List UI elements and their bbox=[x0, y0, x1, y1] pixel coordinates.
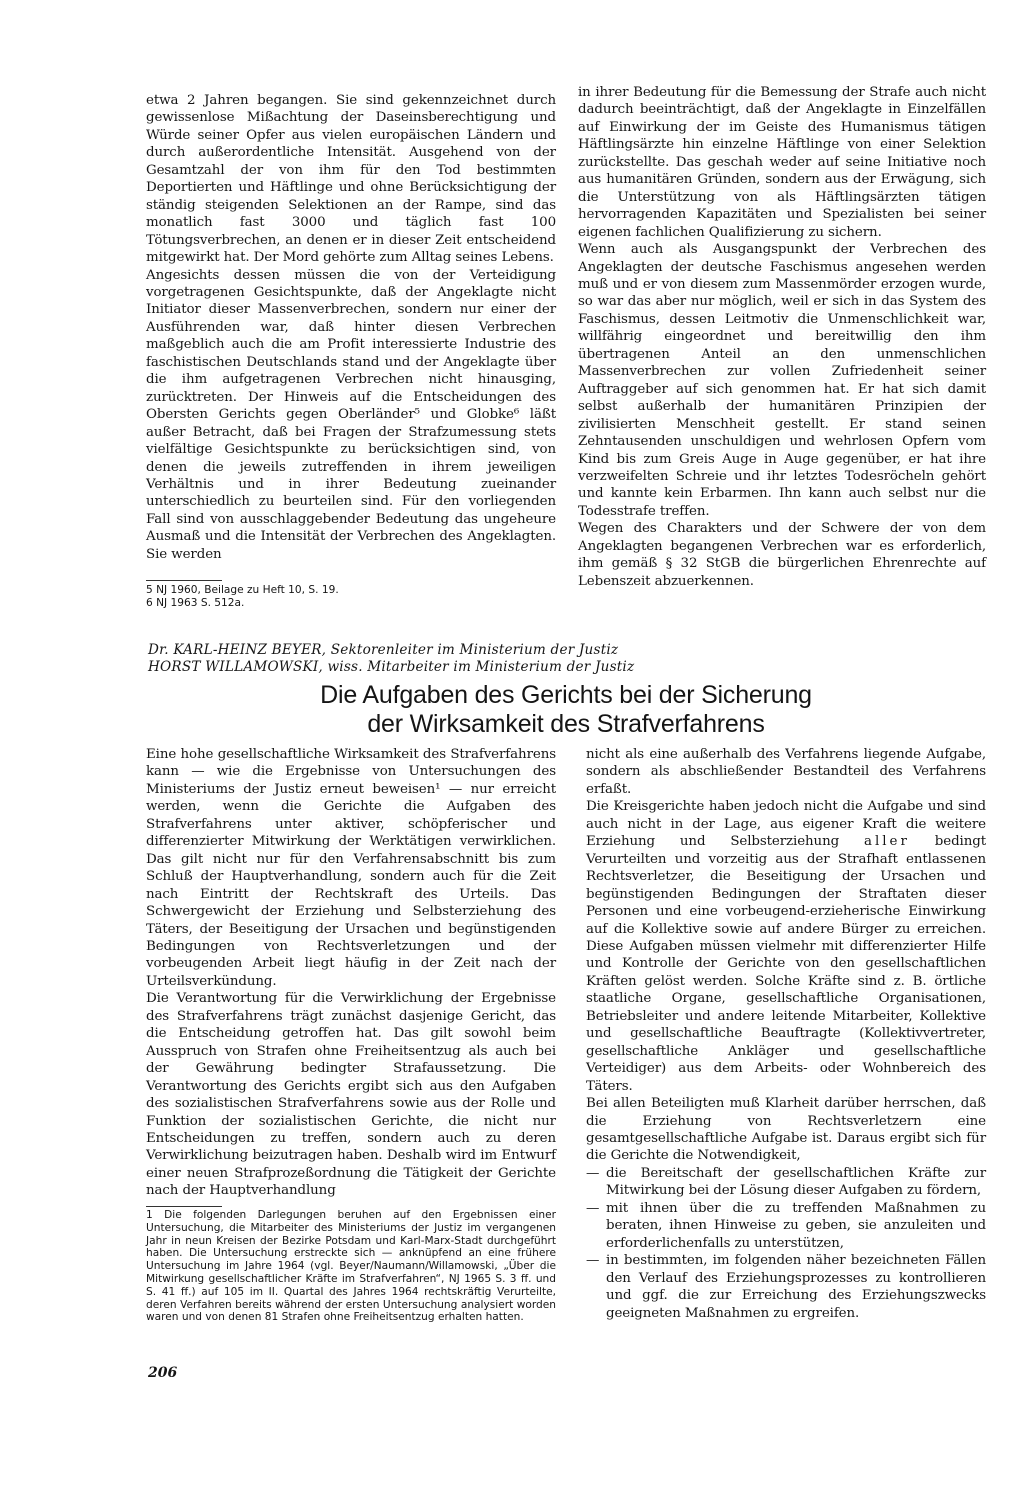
article-title-line-2: der Wirksamkeit des Strafverfahrens bbox=[367, 710, 765, 738]
paragraph: etwa 2 Jahren begangen. Sie sind gekennzeichnet durch gewissenlose Mißachtung der Daseinsberechtigung und Würde seiner Opfer aus vielen europäischen Ländern und durch außerordentliche Intensität. Ausgehend von der Gesamtzahl der von ihm für den Tod bestimmten Deportierten und Häftlinge und ohne Berücksichtigung der ständig steigenden Selektionen an der Rampe, sind das monatlich fast 3000 und täglich fast 100 Tötungsverbrechen, an denen er in dieser Zeit entscheidend mitgewirkt hat. Der Mord gehörte zum Alltag seines Lebens. bbox=[146, 93, 556, 266]
emphasis-spaced-text: aller bbox=[863, 834, 910, 850]
bottom-right-column bbox=[586, 746, 986, 1322]
footnote-rule bbox=[146, 1206, 222, 1207]
author-byline-2: HORST WILLAMOWSKI, wiss. Mitarbeiter im Ministerium der Justiz bbox=[148, 659, 635, 675]
list-item-text: mit ihnen über die zu treffenden Maßnahmen zu beraten, ihnen Hinweise zu geben, sie anzuleiten und erforderlichenfalls zu unterstützen, bbox=[606, 1200, 986, 1251]
dash-bullet: — bbox=[586, 1253, 600, 1269]
footnote-5: 5 NJ 1960, Beilage zu Heft 10, S. 19. bbox=[146, 584, 339, 596]
dash-bullet: — bbox=[586, 1165, 600, 1181]
list-item-text: die Bereitschaft der gesellschaftlichen Kräfte zur Mitwirkung bei der Lösung dieser Aufgaben zu fördern, bbox=[606, 1165, 986, 1199]
paragraph: Eine hohe gesellschaftliche Wirksamkeit des Strafverfahrens kann — wie die Ergebnisse von Untersuchungen des Ministeriums der Justiz erneut beweisen¹ — nur erreicht werden, wenn die Gerichte die Aufgaben des Strafverfahrens unter aktiver, schöpferischer und differenzierter Mitwirkung der Werktätigen verwirklichen. Das gilt nicht nur für den Verfahrensabschnitt bis zum Schluß der Hauptverhandlung, sondern auch für die Zeit nach Eintritt der Rechtskraft des Urteils. Das Schwergewicht der Erziehung und Selbsterziehung des Täters, der Beseitigung der Ursachen und begünstigenden Bedingungen von Rechtsverletzungen und der vorbeugenden Arbeit liegt häufig in der Zeit nach der Urteilsverkündung. bbox=[146, 747, 556, 989]
paragraph: Die Verantwortung für die Verwirklichung der Ergebnisse des Strafverfahrens trägt zunächst dasjenige Gericht, das die Entscheidung getroffen hat. Das gilt sowohl beim Ausspruch von Strafen ohne Freiheitsentzug als auch bei der Gewährung bedingter Strafaussetzung. Die Verantwortung des Gerichts ergibt sich aus den Aufgaben des sozialistischen Strafverfahrens sowie aus der Rolle und Funktion der sozialistischen Gerichte, die nicht nur Entscheidungen zu treffen, sondern auch zu deren Verwirklichung beizutragen haben. Deshalb wird im Entwurf einer neuen Strafprozeßordnung die Tätigkeit der Gerichte nach der Hauptverhandlung bbox=[146, 991, 556, 1199]
paragraph: Angesichts dessen müssen die von der Verteidigung vorgetragenen Gesichtspunkte, daß der Angeklagte nicht Initiator dieser Massenverbrechen, sondern nur einer der Ausführenden war, daß hinter diesen Verbrechen maßgeblich auch die am Profit interessierte Industrie des faschistischen Deutschlands stand und der Angeklagte über die ihm aufgetragenen Verbrechen nicht hinausging, zurücktreten. Der Hinweis auf die Entscheidungen des Obersten Gerichts gegen Oberländer⁵ und Globke⁶ läßt außer Betracht, daß bei Fragen der Strafzumessung stets vielfältige Gesichtspunkte zu berücksichtigen sind, von denen die jeweils zutreffenden in ihrem jeweiligen Verhältnis und in ihrer Bedeutung zueinander unterschiedlich zu beurteilen sind. Für den vorliegenden Fall sind von ausschlaggebender Bedeutung das ungeheure Ausmaß und die Intensität der Verbrechen des Angeklagten. Sie werden bbox=[146, 267, 556, 562]
paragraph: Bei allen Beteiligten muß Klarheit darüber herrschen, daß die Erziehung von Rechtsverletzern eine gesamtgesellschaftliche Aufgabe ist. Daraus ergibt sich für die Gerichte die Notwendigkeit, bbox=[586, 1096, 986, 1164]
paragraph-part: bedingt Verurteilten und vorzeitig aus der Strafhaft entlassenen Rechtsverletzer, die Beseitigung der Ursachen und begünstigenden Bedingungen der Straftaten dieser Personen und eine vorbeugend-erzieherische Einwirkung auf die Kollektive sowie auf andere Bürger zu erreichen. Diese Aufgaben müssen vielmehr mit differenzierter Hilfe und Kontrolle der Gerichte von den gesellschaftlichen Kräften gelöst werden. Solche Kräfte sind z. B. örtliche staatliche Organe, gesellschaftliche Organisationen, Betriebsleiter und andere leitende Mitarbeiter, Kollektive und gesellschaftliche Beauftragte (Kollektivvertreter, gesellschaftliche Ankläger und gesellschaftliche Verteidiger) aus dem Arbeits- oder Wohnbereich des Täters. bbox=[586, 834, 986, 1094]
top-right-column bbox=[578, 84, 986, 590]
footnote-rule bbox=[146, 580, 222, 581]
list-item bbox=[586, 1165, 986, 1200]
list-item bbox=[586, 1200, 986, 1252]
footnote-1: 1 Die folgenden Darlegungen beruhen auf den Ergebnissen einer Untersuchung, die Mitarbeiter des Ministeriums der Justiz im vergangenen Jahr in neun Kreisen der Bezirke Potsdam und Karl-Marx-Stadt durchgeführt haben. Die Untersuchung erstreckte sich — anknüpfend an eine frühere Untersuchung im Jahre 1964 (vgl. Beyer/Naumann/Willamowski, „Über die Mitwirkung gesellschaftlicher Kräfte im Strafverfahren“, NJ 1965 S. 3 ff. und S. 41 ff.) auf 105 im II. Quartal des Jahres 1964 rechtskräftig Verurteilte, deren Verfahren bereits während der ersten Untersuchung analysiert worden waren und von denen 81 Strafen ohne Freiheitsentzug erhalten hatten. bbox=[146, 1209, 556, 1324]
paragraph: nicht als eine außerhalb des Verfahrens liegende Aufgabe, sondern als abschließender Bestandteil des Verfahrens erfaßt. bbox=[586, 747, 986, 797]
author-byline-1: Dr. KARL-HEINZ BEYER, Sektorenleiter im Ministerium der Justiz bbox=[148, 642, 619, 658]
paragraph: Wegen des Charakters und der Schwere der von dem Angeklagten begangenen Verbrechen war es erforderlich, ihm gemäß § 32 StGB die bürgerlichen Ehrenrechte auf Lebenszeit abzuerkennen. bbox=[578, 521, 986, 589]
paragraph: Wenn auch als Ausgangspunkt der Verbrechen des Angeklagten der deutsche Faschismus angesehen werden muß und er von diesem zum Massenmörder erzogen wurde, so war das aber nur möglich, weil er sich in das System des Faschismus, dessen Leitmotiv die Unmenschlichkeit war, willfährig eingeordnet und bereitwillig den ihm übertragenen Anteil an den unmenschlichen Massenverbrechen zur vollen Zufriedenheit seiner Auftraggeber auf sich genommen hat. Er hat sich damit selbst außerhalb der humanitären Prinzipien der zivilisierten Menschheit gestellt. Er stand seinen Zehntausenden unschuldigen und wehrlosen Opfern vom Kind bis zum Greis Auge in Auge gegenüber, er hat ihre verzweifelten Schreie und ihr letztes Todesröcheln gehört und kannte kein Erbarmen. Ihn kann auch selbst nur die Todesstrafe treffen. bbox=[578, 242, 986, 519]
paragraph bbox=[586, 798, 986, 1095]
bottom-left-column bbox=[146, 746, 556, 1200]
top-left-column bbox=[146, 92, 556, 563]
dash-bullet: — bbox=[586, 1200, 600, 1216]
list-item bbox=[586, 1252, 986, 1322]
top-left-footnotes bbox=[146, 584, 556, 610]
paragraph-part: Die Kreisgerichte haben jedoch nicht die Aufgabe und sind auch nicht in der Lage, aus eigener Kraft die weitere Erziehung und Selbsterziehung bbox=[586, 799, 986, 850]
article-title-line-1: Die Aufgaben des Gerichts bei der Sicherung bbox=[320, 681, 812, 709]
list-item-text: in bestimmten, im folgenden näher bezeichneten Fällen den Verlauf des Erziehungsprozesses zu kontrollieren und ggf. die zur Erreichung des Erziehungszwecks geeigneten Maßnahmen zu ergreifen. bbox=[606, 1253, 986, 1321]
paragraph: in ihrer Bedeutung für die Bemessung der Strafe auch nicht dadurch beeinträchtigt, daß der Angeklagte in Einzelfällen auf Einwirkung der im Geiste des Humanismus tätigen Häftlingsärzte hin einzelne Häftlinge von einer Selektion zurückstellte. Das geschah weder auf seine Initiative noch aus humanitären Gründen, sondern aus der Erwägung, sich die Unterstützung von als Häftlingsärzten tätigen hervorragenden Kapazitäten und Spezialisten bei seiner eigenen fachlichen Qualifizierung zu sichern. bbox=[578, 85, 986, 240]
footnote-6: 6 NJ 1963 S. 512a. bbox=[146, 596, 245, 609]
page-number: 206 bbox=[148, 1365, 178, 1381]
